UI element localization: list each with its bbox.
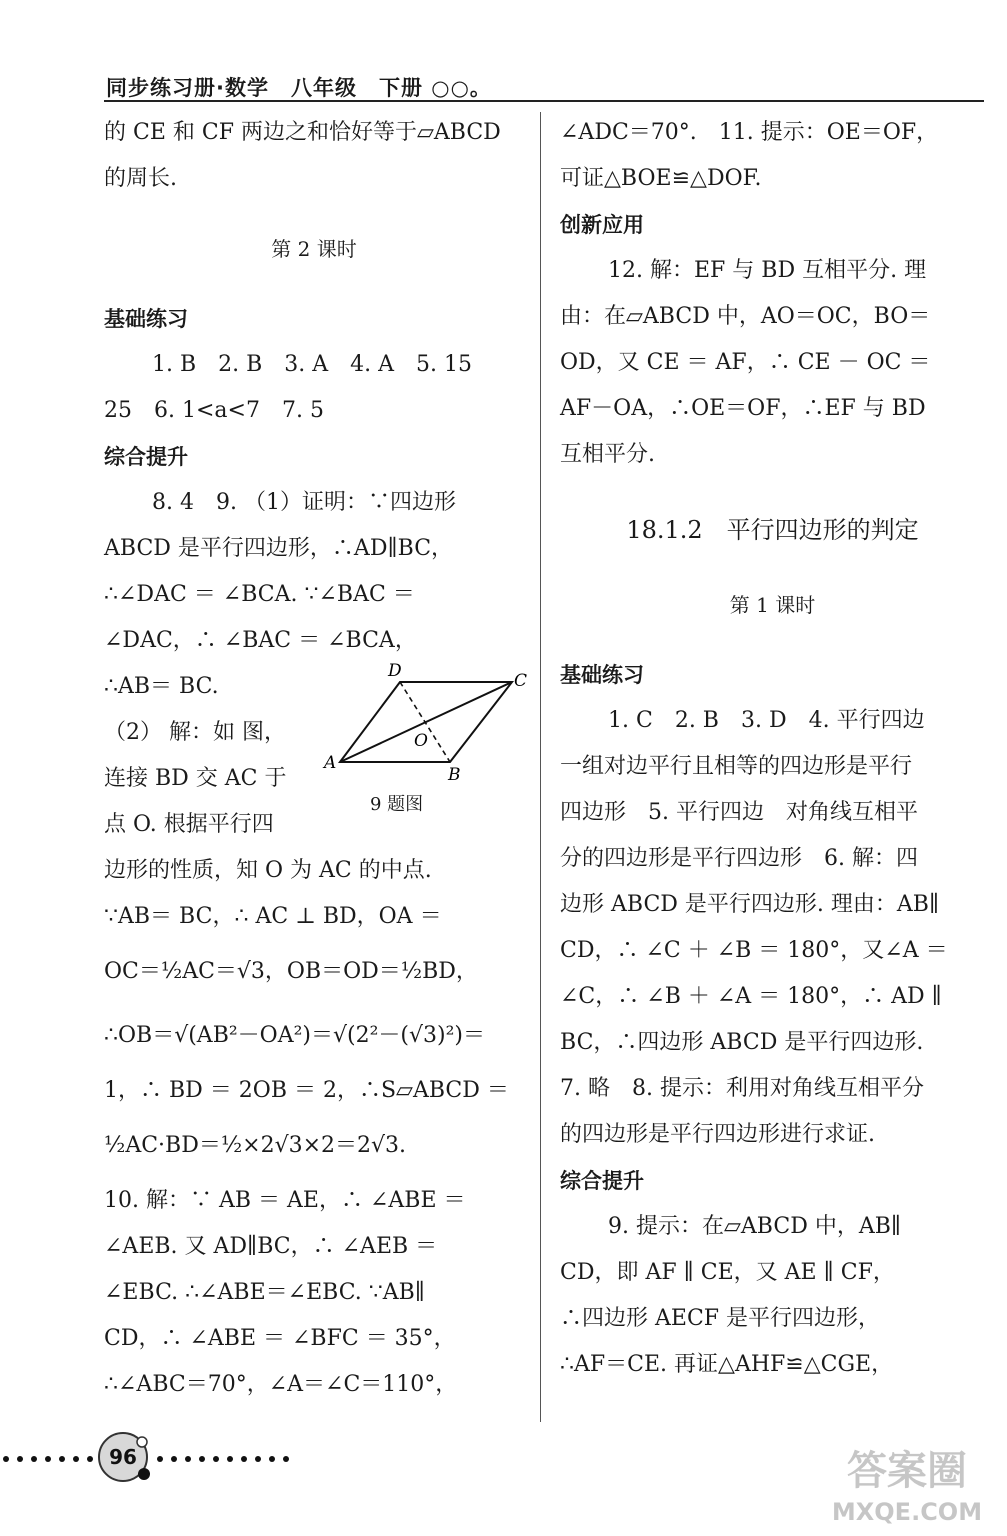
watermark-bottom: MXQE.COM — [831, 1498, 983, 1526]
answer-line: 点 O. 根据平行四 — [104, 812, 274, 837]
answer-line: 7. 略 8. 提示：利用对角线互相平分 — [560, 1076, 924, 1101]
answer-line: 互相平分. — [560, 442, 655, 467]
section-title: 18.1.2 平行四边形的判定 — [626, 516, 919, 544]
section-heading-comprehensive: 综合提升 — [560, 1169, 644, 1193]
math-line: ½AC·BD＝½×2√3×2＝2√3. — [104, 1133, 407, 1158]
answer-line: BC，∴四边形 ABCD 是平行四边形. — [560, 1030, 924, 1055]
header-title: 同步练习册·数学 八年级 下册 ○○。 — [106, 76, 492, 100]
answer-line: CD，即 AF ∥ CE，又 AE ∥ CF， — [560, 1260, 895, 1285]
text-line: 的 CE 和 CF 两边之和恰好等于▱ABCD — [104, 120, 501, 145]
answer-line: ABCD 是平行四边形，∴AD∥BC， — [104, 536, 454, 561]
answer-line: ∠DAC，∴ ∠BAC ＝ ∠BCA， — [104, 628, 417, 653]
answer-line: ∠C，∴ ∠B ＋ ∠A ＝ 180°，∴ AD ∥ — [560, 984, 942, 1009]
answer-line: ∴四边形 AECF 是平行四边形， — [560, 1306, 881, 1331]
label-d: D — [388, 661, 402, 681]
parallelogram-figure — [322, 660, 532, 790]
answer-line: CD，∴ ∠C ＋ ∠B ＝ 180°，又∠A ＝ — [560, 938, 948, 963]
lesson-heading: 第 2 课时 — [271, 237, 357, 261]
answer-line: 可证△BOE≌△DOF. — [560, 166, 762, 191]
label-c: C — [514, 671, 528, 691]
column-divider — [540, 112, 541, 1422]
answer-line: （2） 解：如 图， — [104, 720, 286, 745]
math-line: 1，∴ BD ＝ 2OB ＝ 2，∴S▱ABCD ＝ — [104, 1078, 509, 1103]
section-heading-comprehensive: 综合提升 — [104, 445, 188, 469]
answer-line: ∠ADC＝70°. 11. 提示：OE＝OF， — [560, 120, 939, 145]
math-line: ∴OB＝√(AB²－OA²)＝√(2²－(√3)²)＝ — [104, 1023, 486, 1048]
page-number-badge — [96, 1430, 150, 1484]
answer-line: 9. 提示：在▱ABCD 中，AB∥ — [608, 1214, 902, 1239]
answer-line: 12. 解：EF 与 BD 互相平分. 理 — [608, 258, 927, 283]
section-heading-basic: 基础练习 — [560, 663, 644, 687]
answer-line: CD，∴ ∠ABE ＝ ∠BFC ＝ 35°， — [104, 1326, 456, 1351]
answer-line: ∴∠ABC＝70°，∠A＝∠C＝110°， — [104, 1372, 458, 1397]
answer-line: 一组对边平行且相等的四边形是平行 — [560, 754, 913, 779]
footer-dots — [0, 1452, 300, 1466]
answer-line: ∴AB＝ BC. — [104, 674, 219, 699]
section-heading-basic: 基础练习 — [104, 307, 188, 331]
answer-line: ∴∠DAC ＝ ∠BCA. ∵∠BAC ＝ — [104, 582, 415, 607]
watermark-logo — [822, 1440, 992, 1530]
answer-line: ∠AEB. 又 AD∥BC，∴ ∠AEB ＝ — [104, 1234, 438, 1259]
answer-line: 1. B 2. B 3. A 4. A 5. 15 — [152, 352, 473, 377]
answer-line: 25 6. 1<a<7 7. 5 — [104, 398, 324, 423]
math-line: OC＝½AC＝√3，OB＝OD＝½BD， — [104, 959, 478, 984]
page-header — [104, 70, 984, 102]
text-line: 的周长. — [104, 166, 177, 191]
answer-line: 四边形 5. 平行四边 对角线互相平 — [560, 800, 918, 825]
answer-line: 1. C 2. B 3. D 4. 平行四边 — [608, 708, 925, 733]
section-heading-innovation: 创新应用 — [560, 213, 644, 237]
answer-line: ∠EBC. ∴∠ABE＝∠EBC. ∵AB∥ — [104, 1280, 425, 1305]
answer-line: 由：在▱ABCD 中，AO＝OC，BO＝ — [560, 304, 931, 329]
answer-line: 边形的性质，知 O 为 AC 的中点. — [104, 858, 432, 883]
answer-line: 连接 BD 交 AC 于 — [104, 766, 287, 791]
page-number: 96 — [109, 1445, 137, 1469]
lesson-heading: 第 1 课时 — [729, 593, 816, 617]
watermark-top: 答案圈 — [847, 1448, 967, 1494]
answer-line: AF－OA，∴OE＝OF，∴EF 与 BD — [560, 396, 926, 421]
answer-line: 分的四边形是平行四边形 6. 解：四 — [560, 846, 918, 871]
answer-line: 边形 ABCD 是平行四边形. 理由：AB∥ — [560, 892, 940, 917]
answer-line: 的四边形是平行四边形进行求证. — [560, 1122, 875, 1147]
answer-line: OD，又 CE ＝ AF，∴ CE － OC ＝ — [560, 350, 931, 375]
label-o: O — [414, 731, 428, 751]
answer-line: ∵AB＝ BC，∴ AC ⊥ BD，OA ＝ — [104, 904, 442, 929]
answer-line: 10. 解：∵ AB ＝ AE，∴ ∠ABE ＝ — [104, 1188, 466, 1213]
figure-caption: 9 题图 — [370, 794, 424, 815]
label-a: A — [324, 753, 337, 773]
answer-line: 8. 4 9. （1）证明：∵四边形 — [152, 490, 456, 515]
answer-line: ∴AF＝CE. 再证△AHF≌△CGE， — [560, 1352, 894, 1377]
label-b: B — [448, 765, 461, 785]
right-column — [560, 110, 985, 1388]
